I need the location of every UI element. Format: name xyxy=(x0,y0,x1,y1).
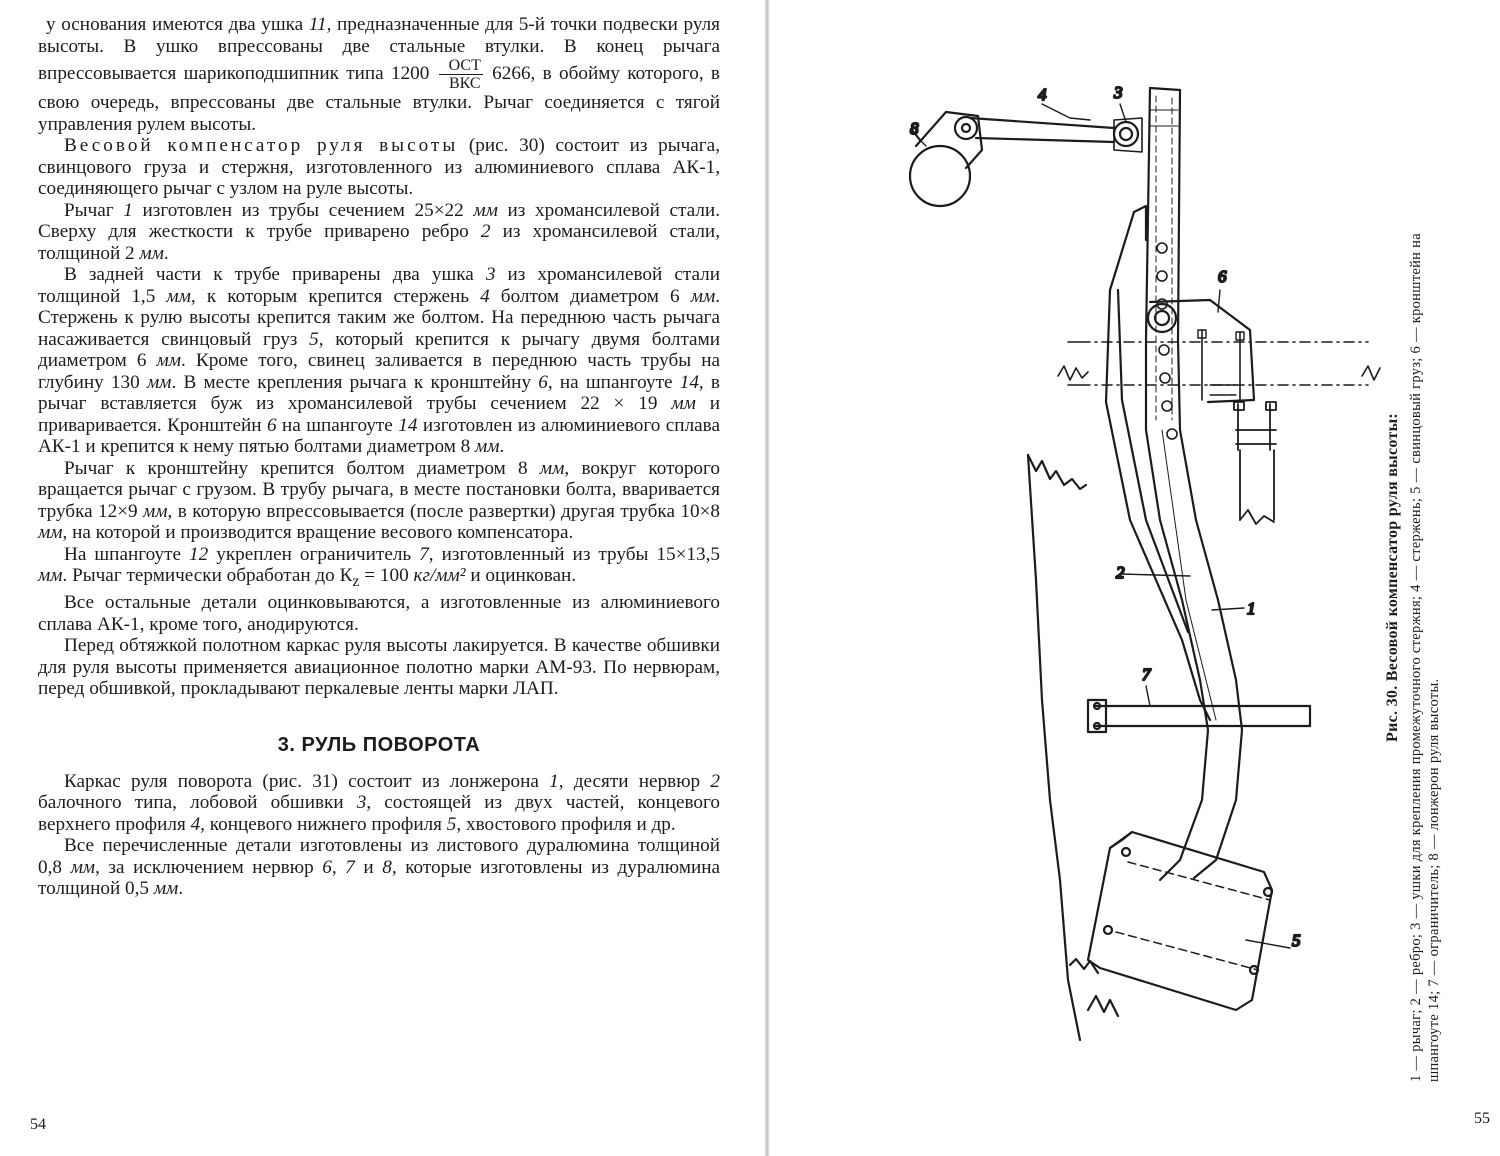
lugs-3 xyxy=(1114,118,1142,152)
part-label-4: 4 xyxy=(1038,85,1047,104)
page-number-right: 55 xyxy=(1474,1110,1490,1127)
part-label-3: 3 xyxy=(1114,83,1123,102)
section-body-text xyxy=(38,771,720,900)
paragraph: На шпангоуте 12 укреплен ограничитель 7, изготовленный из трубы 15×13,5 мм. Рычаг термически обработан до $К_z = 100$ кг/мм² и оцинкован. xyxy=(38,543,720,590)
limiter-7 xyxy=(1088,700,1310,732)
part-label-6: 6 xyxy=(1218,267,1227,286)
leader-lines xyxy=(920,104,1290,948)
paragraph: Рычаг к кронштейну крепится болтом диаметром 8 мм, вокруг которого вращается рычаг с грузом. В трубу рычага, в месте постановки болта, вваривается трубка 12×9 мм, в которую впрессовывается (после развертки) другая трубка 10×8 мм, на которой и производится вращение весового компенсатора. xyxy=(38,457,720,543)
lever-bolt-holes xyxy=(1157,243,1177,439)
section-heading: 3. РУЛЬ ПОВОРОТА xyxy=(277,733,481,756)
right-page xyxy=(770,0,1500,1156)
figure-caption-title: Рис. 30. Весовой компенсатор руля высоты: xyxy=(1384,412,1401,742)
page-number-left: 54 xyxy=(30,1116,46,1133)
rib-2 xyxy=(1106,206,1210,720)
paragraph: Рычаг 1 изготовлен из трубы сечением 25×22 мм из хромансилевой стали. Сверху для жесткости к трубе приварено ребро 2 из хромансилевой стали, толщиной 2 мм. xyxy=(38,199,720,264)
part-label-7: 7 xyxy=(1142,665,1151,684)
left-text-column xyxy=(38,14,720,900)
paragraph: у основания имеются два ушка 11, предназначенные для 5-й точки подвески руля высоты. В ушко впрессованы две стальные втулки. В конец рычага впрессовывается шарикоподшипник типа 1200 $\frac{\text{ОСТ}}{\text{ВКС}}$ 6266, в обойму которого, в свою очередь, впрессованы две стальные втулки. Рычаг соединяется с тягой управления рулем высоты. xyxy=(38,14,721,135)
rod-4 xyxy=(970,118,1114,142)
paragraph: Каркас руля поворота (рис. 31) состоит из лонжерона 1, десяти нервюр 2 балочного типа, лобовой обшивки 3, состоящей из двух частей, концевого верхнего профиля 4, концевого нижнего профиля 5, хвостового профиля и др. xyxy=(38,770,721,835)
paragraph: Все остальные детали оцинковываются, а изготовленные из алюминиевого сплава АК-1, кроме того, анодируются. xyxy=(38,592,720,635)
figure-caption-line-2: шпангоуте 14; 7 — ограничитель; 8 — лонжерон руля высоты. xyxy=(1426,678,1442,1082)
part-label-5: 5 xyxy=(1292,931,1301,950)
paragraph: Весовой компенсатор руля высоты (рис. 30) состоит из рычага, свинцового груза и стержня, изготовленного из алюминиевого сплава АК-1, соединяющего рычаг с узлом на руле высоты. xyxy=(38,135,720,199)
part-label-2: 2 xyxy=(1116,563,1125,582)
lever-1 xyxy=(1146,88,1242,880)
spar-8-cutout xyxy=(1028,455,1118,1040)
paragraph: Все перечисленные детали изготовлены из листового дуралюмина толщиной 0,8 мм, за исключением нервюр 6, 7 и 8, которые изготовлены из дуралюмина толщиной 0,5 мм. xyxy=(38,835,721,900)
part-label-1: 1 xyxy=(1247,599,1256,618)
body-text xyxy=(38,14,720,700)
paragraph: Перед обтяжкой полотном каркас руля высоты лакируется. В качестве обшивки для руля высоты применяется авиационное полотно марки АМ-93. По нервюрам, перед обшивкой, прокладывают перкалевые ленты марки ЛАП. xyxy=(38,635,720,700)
part-label-8: 8 xyxy=(910,119,919,138)
figure-caption-line-1: 1 — рычаг; 2 — ребро; 3 — ушки для крепления промежуточного стержня; 4 — стержень; 5 — свинцовый груз; 6 — кронштейн на xyxy=(1408,233,1424,1082)
bracket-6 xyxy=(1148,300,1254,402)
frame-14-stub xyxy=(1234,402,1276,524)
elevator-spar-8 xyxy=(910,112,982,206)
paragraph: В задней части к трубе приварены два ушка 3 из хромансилевой стали толщиной 1,5 мм, к которым крепится стержень 4 болтом диаметром 6 мм. Стержень к рулю высоты крепится таким же болтом. На переднюю часть рычага насаживается свинцовый груз 5, который крепится к рычагу двумя болтами диаметром 6 мм. Кроме того, свинец заливается в переднюю часть трубы на глубину 130 мм. В месте крепления рычага к кронштейну 6, на шпангоуте 14, в рычаг вставляется буж из хромансилевой трубы сечением 22 × 19 мм и привариваетcя. Кронштейн 6 на шпангоуте 14 изготовлен из алюминиевого сплава АК-1 и крепится к нему пятью болтами диаметром 8 мм. xyxy=(38,264,721,457)
